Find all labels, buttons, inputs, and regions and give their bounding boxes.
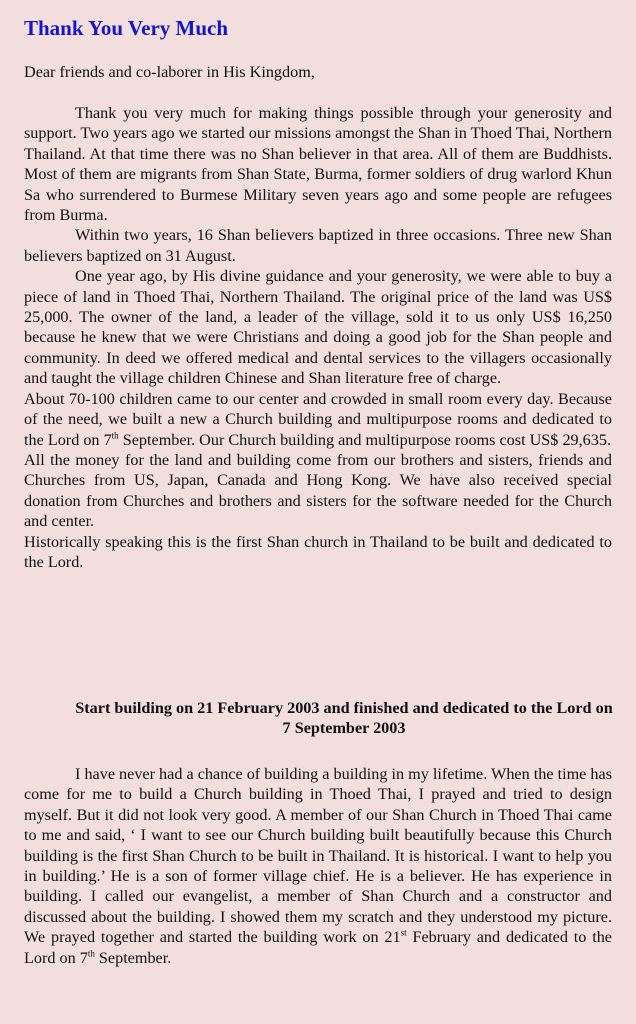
paragraph-church-building-text-b: September. Our Church building and multipurpose rooms cost US$ 29,635.	[118, 430, 612, 449]
ordinal-suffix: th	[87, 948, 95, 959]
paragraph-church-building	[24, 389, 612, 450]
letter-body	[24, 103, 612, 572]
story-body	[24, 764, 612, 968]
story-text-c: September.	[94, 948, 172, 967]
story-text-a: I have never had a chance of building a building in my lifetime. When the time has come for me to build a Church building in Thoed Thai, I prayed and tried to design myself. But it did not look very good. A member of our Shan Church in Thoed Thai came to me and said, ‘ I want to see our Church building built beautifully because this Church building is the first Shan Church to be built in Thailand. It is historical. I want to help you in building.’ He is a son of former village chief. He is a believer. He has experience in building. I called our evangelist, a member of Shan Church and a constructor and discussed about the building. I showed them my scratch and they understood my picture. We prayed together and started the building work on 21	[24, 765, 612, 947]
paragraph-land: One year ago, by His divine guidance and your generosity, we were able to buy a piece of land in Thoed Thai, Northern Thailand. The original price of the land was US$ 25,000. The owner of the land, a leader of the village, sold it to us only US$ 16,250 because he knew that we were Christians and doing a good job for the Shan people and community. In deed we offered medical and dental services to the villagers occasionally and taught the village children Chinese and Shan literature free of charge.	[24, 267, 612, 388]
paragraph-donations: All the money for the land and building come from our brothers and sisters, friends and Churches from US, Japan, Canada and Hong Kong. We have also received special donation from Churches and brothers and sisters for the software needed for the Church and center.	[24, 450, 612, 531]
ordinal-suffix: st	[400, 927, 407, 938]
salutation: Dear friends and co-laborer in His Kingdom,	[24, 63, 315, 81]
paragraph-historic: Historically speaking this is the first Shan church in Thailand to be built and dedicated to the Lord.	[24, 532, 612, 571]
page-title: Thank You Very Much	[24, 16, 229, 40]
paragraph-church-building-text-a: About 70-100 children came to our center and crowded in small room every day. Because of the need, we built a new a Church building and multipurpose rooms and dedicated to the Lord on 7	[24, 389, 612, 449]
story-text-b: February and dedicated to the Lord on 7	[24, 928, 612, 967]
paragraph-baptisms: Within two years, 16 Shan believers baptized in three occasions. Three new Shan believers baptized on 31 August.	[24, 226, 612, 265]
paragraph-missions: Thank you very much for making things possible through your generosity and support. Two years ago we started our missions amongst the Shan in Thoed Thai, Northern Thailand. At that time there was no Shan believer in that area. All of them are Buddhists. Most of them are migrants from Shan State, Burma, former soldiers of drug warlord Khun Sa who surrendered to Burmese Military seven years ago and some people are refugees from Burma.	[24, 104, 612, 225]
section-heading: Start building on 21 February 2003 and finished and dedicated to the Lord on 7 September 2003	[75, 699, 613, 738]
ordinal-suffix: th	[111, 430, 119, 441]
paragraph-building-story	[24, 764, 612, 968]
